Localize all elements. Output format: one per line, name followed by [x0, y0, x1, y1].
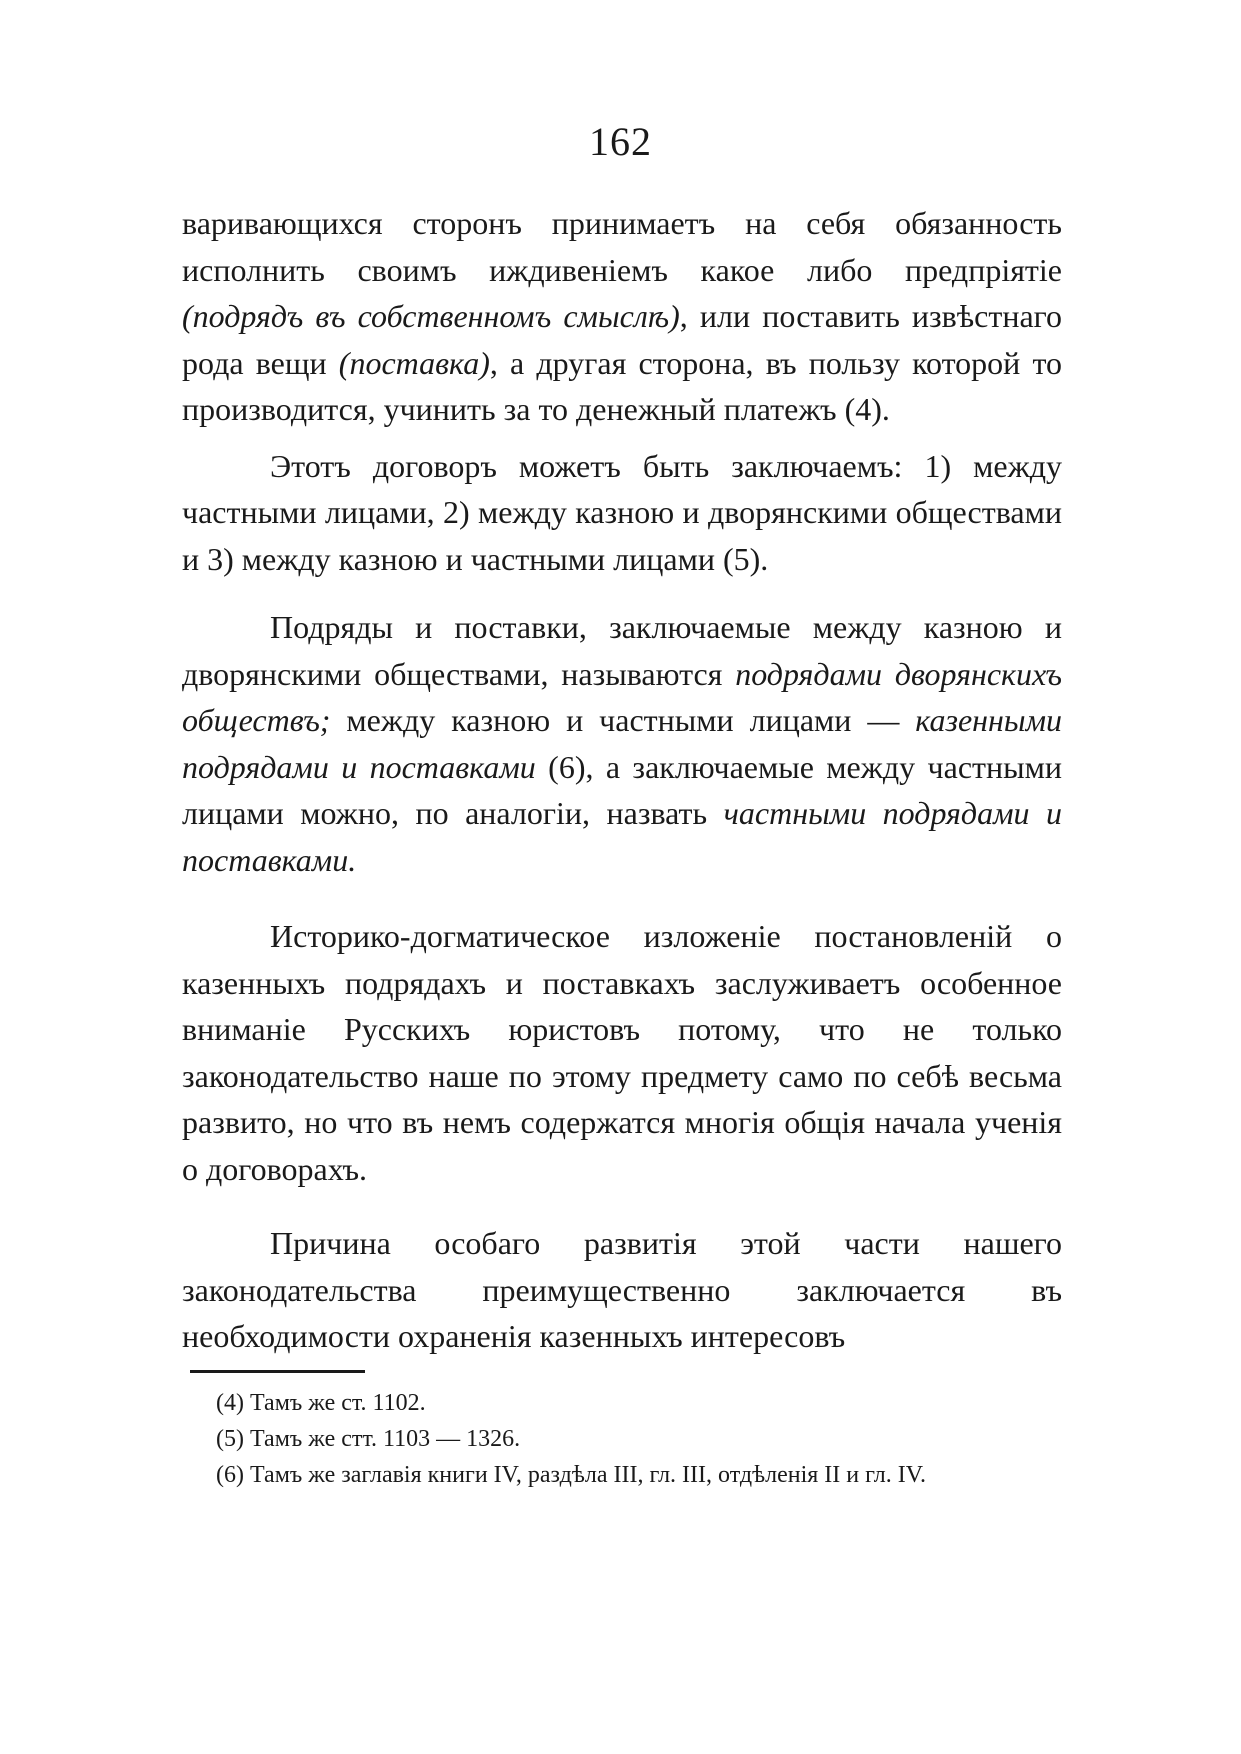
text-run: между казною и частными лицами — [330, 702, 916, 738]
text-run: , а другая сторона, въ пользу которой то производится, учинить за то денежный платежъ (4). [182, 344, 1063, 427]
body-text [182, 200, 1062, 1360]
text-run: Подряды и поставки, заключаемые между казною и дворянскими обществами, называются [182, 609, 1062, 692]
italic-term: (подрядъ въ собственномъ смыслѣ) [182, 298, 680, 334]
text-run: , или поставить извѣстнаго рода вещи [182, 298, 1063, 381]
italic-term: частными подрядами и поставками. [182, 795, 1063, 878]
footnote: (4) Тамъ же ст. 1102. [216, 1390, 426, 1416]
italic-term: (поставка) [338, 344, 490, 381]
text-run: Этотъ договоръ можетъ быть заключаемъ: 1) между частными лицами, 2) между казною и дворянскими обществами и 3) между казною и частными лицами (5). [182, 447, 1062, 577]
paragraph [182, 913, 1062, 1192]
paragraph [182, 604, 1062, 883]
footnote: (6) Тамъ же заглавія книги IV, раздѣла III, гл. III, отдѣленія II и гл. IV. [216, 1462, 926, 1488]
paragraph [182, 1220, 1062, 1360]
footnote: (5) Тамъ же стт. 1103 — 1326. [216, 1426, 521, 1452]
paragraph [182, 443, 1062, 583]
page-number: 162 [589, 119, 652, 164]
text-run: (6), а заключаемые между частными лицами можно, по аналогіи, назвать [182, 748, 1063, 831]
italic-term: подрядами дворянскихъ обществъ; [182, 655, 1063, 738]
footnotes [190, 1385, 1060, 1493]
text-run: Причина особаго развитія этой части нашего законодательства преимущественно заключается въ необходимости охраненія казенныхъ интересовъ [182, 1225, 1062, 1354]
text-run: Историко-догматическое изложеніе постановленій о казенныхъ подрядахъ и поставкахъ заслуживаетъ особенное вниманіе Русскихъ юристовъ потому, что не только законодательство наше по этому предмету само по себѣ весьма развито, но что въ немъ содержатся многія общія начала ученія о договорахъ. [182, 918, 1062, 1187]
italic-term: казенными подрядами и поставками [182, 702, 1062, 785]
text-run: варивающихся сторонъ принимаетъ на себя обязанность исполнить своимъ иждивеніемъ какое либо предпріятіе [182, 205, 1062, 288]
footnote-divider [190, 1370, 365, 1373]
paragraph [182, 200, 1062, 433]
